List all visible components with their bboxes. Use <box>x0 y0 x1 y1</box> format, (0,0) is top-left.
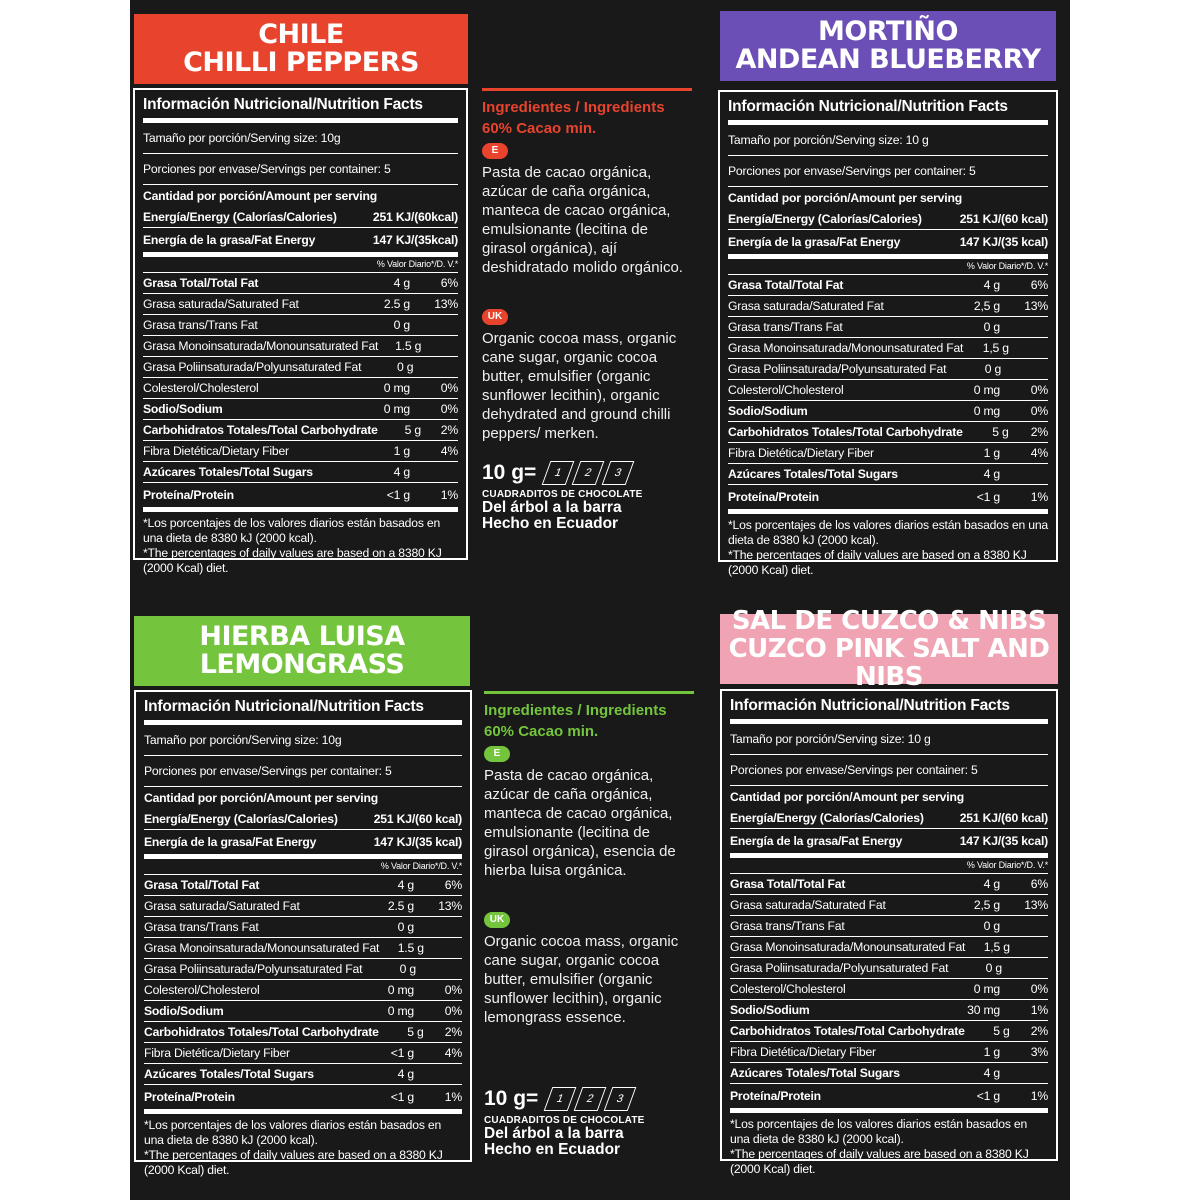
servings-label: Porciones por envase/Servings per container: <box>143 162 381 176</box>
nutrient-amount: 1 g <box>983 1045 1000 1059</box>
energy-value: 251 KJ/(60 kcal) <box>959 212 1048 226</box>
nutrient-amount: 0 mg <box>387 1004 414 1018</box>
nutrient-dv: 2% <box>444 1025 462 1039</box>
ingredients-chile <box>482 88 692 532</box>
nutrient-row <box>144 875 462 896</box>
nutrient-row <box>728 317 1048 338</box>
dv-header: % Valor Diario*/D. V.* <box>730 858 1048 874</box>
fat-energy-row <box>728 230 1048 259</box>
nutrient-dv: 0% <box>440 381 458 395</box>
chocolate-square-icon: 2 <box>572 461 605 485</box>
nutrient-amount: 0 g <box>984 362 1002 376</box>
fat-energy-label: Energía de la grasa/Fat Energy <box>143 233 316 247</box>
footnote <box>728 514 1048 578</box>
nutrient-row <box>730 1084 1048 1113</box>
nutrient-amount: 4 g <box>393 465 410 479</box>
fat-energy-row <box>730 829 1048 858</box>
nutrient-label: Grasa saturada/Saturated Fat <box>728 299 884 313</box>
nutrient-label: Sodio/Sodium <box>728 404 808 418</box>
banner-hierba-es: HIERBA LUISA <box>199 621 405 652</box>
nutrient-dv <box>1000 317 1048 337</box>
energy-value: 251 KJ/(60 kcal) <box>373 812 462 826</box>
footnote <box>143 512 458 576</box>
nutrient-row <box>143 315 458 336</box>
banner-chile-es: CHILE <box>258 19 344 50</box>
nutrient-label: Proteína/Protein <box>143 488 234 502</box>
nutrient-amount: 0 g <box>393 318 410 332</box>
nutrient-amount: 4 g <box>983 1066 1000 1080</box>
ingredients-text-en: Organic cocoa mass, organic cane sugar, organic cocoa butter, emulsifier (organic sunflower lecithin), organic dehydrated and ground chilli peppers/ merken. <box>482 330 677 442</box>
chocolate-square-icon: 3 <box>602 461 635 485</box>
nutrient-label: Azúcares Totales/Total Sugars <box>730 1066 900 1080</box>
nutrient-dv: 13% <box>1024 299 1048 313</box>
servings-value: 5 <box>384 764 392 778</box>
nutrient-amount: 5 g <box>993 1024 1010 1038</box>
nutrient-dv: 1% <box>1030 1089 1048 1103</box>
nutrient-label: Carbohidratos Totales/Total Carbohydrate <box>728 425 963 439</box>
nutrient-dv <box>424 938 462 958</box>
fat-energy-label: Energía de la grasa/Fat Energy <box>144 835 317 849</box>
nutrient-dv: 6% <box>1030 278 1048 292</box>
energy-label: Energía/Energy (Calorías/Calories) <box>730 811 924 825</box>
nutrient-dv <box>1000 1063 1048 1083</box>
nutrient-dv: 0% <box>440 402 458 416</box>
chocolate-square-icon: 3 <box>604 1087 637 1111</box>
serving-size-value: 10 g <box>907 732 931 746</box>
nutrient-amount: 2.5 g <box>383 297 410 311</box>
nutrient-dv: 3% <box>1030 1045 1048 1059</box>
spacer <box>482 277 692 305</box>
nutrient-amount: 0 mg <box>973 404 1000 418</box>
nutrient-label: Carbohidratos Totales/Total Carbohydrate <box>143 423 378 437</box>
nutrient-label: Azúcares Totales/Total Sugars <box>143 465 313 479</box>
banner-chile <box>134 14 468 84</box>
nutrient-label: Grasa trans/Trans Fat <box>144 920 259 934</box>
servings-label: Porciones por envase/Servings per container: <box>728 164 966 178</box>
nutrient-row <box>730 1063 1048 1084</box>
ten-grams: 10 g= <box>484 1087 539 1110</box>
banner-hierba-en: LEMONGRASS <box>199 649 405 680</box>
nutrient-row <box>144 1022 462 1043</box>
nutrient-amount: 30 mg <box>967 1003 1000 1017</box>
nutrient-dv: 6% <box>440 276 458 290</box>
servings-per-container <box>728 156 1048 187</box>
nutrient-label: Grasa Poliinsaturada/Polyunsaturated Fat <box>143 360 362 374</box>
nutrient-row <box>730 895 1048 916</box>
nutrient-dv: 1% <box>444 1090 462 1104</box>
nutrient-amount: 4 g <box>983 467 1000 481</box>
nutrient-label: Grasa trans/Trans Fat <box>728 320 843 334</box>
nutrient-row <box>730 937 1048 958</box>
nutrient-label: Fibra Dietética/Dietary Fiber <box>728 446 874 460</box>
dv-header: % Valor Diario*/D. V.* <box>143 257 458 273</box>
nutrient-row <box>144 917 462 938</box>
nutrient-amount: <1 g <box>390 1046 414 1060</box>
nutrient-row <box>143 336 458 357</box>
nutrient-row <box>144 959 462 980</box>
serving-size-label: Tamaño por porción/Serving size: <box>144 733 319 747</box>
serving-size-value: 10 g <box>905 133 929 147</box>
nutrient-row <box>143 294 458 315</box>
serving-squares <box>484 1087 694 1111</box>
amount-per-serving: Cantidad por porción/Amount per serving <box>728 191 962 205</box>
nutrient-label: Fibra Dietética/Dietary Fiber <box>144 1046 290 1060</box>
nf-title: Información Nutricional/Nutrition Facts <box>730 695 1048 724</box>
nutrient-amount: 4 g <box>397 1067 414 1081</box>
nutrient-amount: 1,5 g <box>983 940 1010 954</box>
fat-energy-row <box>144 830 462 859</box>
ingredients-heading: Ingredientes / Ingredients <box>484 702 667 719</box>
nutrient-row <box>728 443 1048 464</box>
footnote-es: *Los porcentajes de los valores diarios están basados en una dieta de 8380 kJ (2000 kcal). <box>144 1118 442 1147</box>
nutrient-label: Azúcares Totales/Total Sugars <box>728 467 898 481</box>
servings-per-container <box>730 755 1048 786</box>
nutrient-amount: 0 mg <box>383 381 410 395</box>
nutrient-dv: 0% <box>444 983 462 997</box>
nutrient-row <box>728 359 1048 380</box>
servings-value: 5 <box>968 164 976 178</box>
nutrient-label: Grasa saturada/Saturated Fat <box>143 297 299 311</box>
nutrition-facts-sal <box>720 689 1058 1176</box>
nutrient-label: Grasa Total/Total Fat <box>143 276 259 290</box>
ingredients-rule <box>484 691 694 694</box>
nutrient-dv <box>1010 937 1048 957</box>
nutrient-label: Carbohidratos Totales/Total Carbohydrate <box>730 1024 965 1038</box>
nutrient-row <box>143 462 458 483</box>
nutrient-label: Sodio/Sodium <box>730 1003 810 1017</box>
nutrient-label: Grasa Poliinsaturada/Polyunsaturated Fat <box>730 961 949 975</box>
nutrient-row <box>728 296 1048 317</box>
nutrient-dv: 13% <box>438 899 462 913</box>
serving-size-label: Tamaño por porción/Serving size: <box>728 133 903 147</box>
nutrient-row <box>730 958 1048 979</box>
energy-row <box>144 809 462 830</box>
nutrient-dv: 6% <box>444 878 462 892</box>
nutrient-dv <box>1000 916 1048 936</box>
nutrient-amount: <1 g <box>976 1089 1000 1103</box>
nutrient-row <box>143 378 458 399</box>
footnote-es: *Los porcentajes de los valores diarios están basados en una dieta de 8380 kJ (2000 kcal). <box>728 518 1048 547</box>
cuadraditos-label: CUADRADITOS DE CHOCOLATE <box>484 1115 645 1126</box>
nutrient-amount: 2,5 g <box>973 299 1000 313</box>
nutrient-row <box>144 980 462 1001</box>
nutrient-amount: 4 g <box>397 878 414 892</box>
nutrient-row <box>143 483 458 512</box>
nutrient-row <box>730 1042 1048 1063</box>
nutrient-row <box>144 938 462 959</box>
nutrient-amount: 0 g <box>397 920 414 934</box>
banner-mortino-en: ANDEAN BLUEBERRY <box>735 44 1041 75</box>
nutrient-amount: <1 g <box>976 490 1000 504</box>
nutrient-dv: 4% <box>444 1046 462 1060</box>
nutrient-amount: 5 g <box>407 1025 424 1039</box>
nutrient-label: Fibra Dietética/Dietary Fiber <box>143 444 289 458</box>
energy-value: 251 KJ/(60 kcal) <box>959 811 1048 825</box>
ingredients-text-es: Pasta de cacao orgánica, azúcar de caña orgánica, manteca de cacao orgánica, emulsionante (lecitina de girasol orgánica), ají deshidratado molido orgánico. <box>482 164 683 276</box>
nutrient-amount: 0 g <box>983 320 1000 334</box>
nutrient-label: Sodio/Sodium <box>144 1004 224 1018</box>
banner-hierba <box>134 616 470 686</box>
nutrient-row <box>730 874 1048 895</box>
energy-row <box>728 209 1048 230</box>
banner-chile-en: CHILLI PEPPERS <box>183 47 419 78</box>
nutrient-dv <box>1001 359 1048 379</box>
nf-title: Información Nutricional/Nutrition Facts <box>143 94 458 123</box>
nutrient-amount: 1 g <box>393 444 410 458</box>
nutrient-dv <box>410 315 458 335</box>
nutrient-amount: 1,5 g <box>982 341 1009 355</box>
nutrient-label: Proteína/Protein <box>730 1089 821 1103</box>
nutrition-facts-mortino <box>718 90 1058 577</box>
nutrient-label: Grasa Total/Total Fat <box>144 878 260 892</box>
fat-energy-label: Energía de la grasa/Fat Energy <box>728 235 901 249</box>
nutrient-label: Grasa Monoinsaturada/Monounsaturated Fat <box>730 940 966 954</box>
nutrient-amount: <1 g <box>386 488 410 502</box>
fat-energy-value: 147 KJ/(35 kcal) <box>959 235 1048 249</box>
servings-per-container <box>144 756 462 787</box>
tree-to-bar: Del árbol a la barra <box>482 499 622 516</box>
fat-energy-row <box>143 228 458 257</box>
servings-per-container <box>143 154 458 185</box>
nutrient-dv: 2% <box>1030 425 1048 439</box>
servings-value: 5 <box>970 763 978 777</box>
nutrient-dv: 0% <box>1030 383 1048 397</box>
nutrient-dv: 6% <box>1030 877 1048 891</box>
nutrient-label: Colesterol/Cholesterol <box>143 381 259 395</box>
nutrient-label: Azúcares Totales/Total Sugars <box>144 1067 314 1081</box>
chocolate-square-icon: 2 <box>574 1087 607 1111</box>
nutrient-label: Colesterol/Cholesterol <box>730 982 846 996</box>
dv-header: % Valor Diario*/D. V.* <box>728 259 1048 275</box>
nutrient-row <box>728 338 1048 359</box>
nutrient-row <box>730 916 1048 937</box>
footnote-en: *The percentages of daily values are based on a 8380 KJ (2000 Kcal) diet. <box>143 546 442 575</box>
serving-size <box>730 724 1048 755</box>
ingredients-text-en: Organic cocoa mass, organic cane sugar, organic cocoa butter, emulsifier (organic sunflower lecithin), organic lemongrass essence. <box>484 933 679 1026</box>
banner-mortino-es: MORTIÑO <box>818 16 958 47</box>
nutrient-amount: <1 g <box>390 1090 414 1104</box>
nutrient-label: Sodio/Sodium <box>143 402 223 416</box>
nutrient-amount: 1.5 g <box>395 339 422 353</box>
nutrient-row <box>728 464 1048 485</box>
nutrient-label: Grasa trans/Trans Fat <box>730 919 845 933</box>
energy-label: Energía/Energy (Calorías/Calories) <box>143 210 337 224</box>
nutrient-label: Carbohidratos Totales/Total Carbohydrate <box>144 1025 379 1039</box>
energy-label: Energía/Energy (Calorías/Calories) <box>144 812 338 826</box>
nutrition-facts-chile <box>133 88 468 575</box>
nutrient-label: Grasa Monoinsaturada/Monounsaturated Fat <box>143 339 379 353</box>
nutrient-row <box>143 441 458 462</box>
nutrient-amount: 5 g <box>404 423 421 437</box>
ingredients-heading: Ingredientes / Ingredients <box>482 99 665 116</box>
serving-size-label: Tamaño por porción/Serving size: <box>143 131 318 145</box>
nutrient-amount: 1 g <box>983 446 1000 460</box>
nutrient-label: Grasa saturada/Saturated Fat <box>730 898 886 912</box>
nutrient-amount: 1.5 g <box>397 941 424 955</box>
uk-flag-badge: UK <box>484 912 510 928</box>
fat-energy-label: Energía de la grasa/Fat Energy <box>730 834 903 848</box>
energy-row <box>730 808 1048 829</box>
footnote <box>730 1113 1048 1177</box>
nutrient-dv <box>421 336 458 356</box>
nutrient-row <box>730 979 1048 1000</box>
footnote-es: *Los porcentajes de los valores diarios están basados en una dieta de 8380 kJ (2000 kcal). <box>143 516 441 545</box>
ten-grams: 10 g= <box>482 461 537 484</box>
fat-energy-value: 147 KJ/(35kcal) <box>372 233 458 247</box>
nutrient-dv <box>1000 464 1048 484</box>
nutrient-label: Proteína/Protein <box>728 490 819 504</box>
nutrient-row <box>144 1043 462 1064</box>
nutrition-facts-hierba <box>134 690 472 1177</box>
nutrient-label: Grasa Poliinsaturada/Polyunsaturated Fat <box>728 362 947 376</box>
ingredients-text-es: Pasta de cacao orgánica, azúcar de caña orgánica, manteca de cacao orgánica, emulsionante (lecitina de girasol orgánica), esencia de hierba luisa orgánica. <box>484 767 676 879</box>
made-in-ecuador: Hecho en Ecuador <box>482 515 619 532</box>
nutrient-amount: 2.5 g <box>387 899 414 913</box>
nutrient-row <box>728 422 1048 443</box>
nutrient-label: Grasa Poliinsaturada/Polyunsaturated Fat <box>144 962 363 976</box>
cacao-min: 60% Cacao min. <box>482 120 597 137</box>
nutrient-dv <box>413 357 458 377</box>
footnote-en: *The percentages of daily values are based on a 8380 KJ (2000 Kcal) diet. <box>728 548 1027 577</box>
nutrient-dv: 4% <box>440 444 458 458</box>
nutrient-amount: 4 g <box>393 276 410 290</box>
tree-to-bar: Del árbol a la barra <box>484 1125 624 1142</box>
nutrient-row <box>728 275 1048 296</box>
chocolate-square-icon: 1 <box>544 1087 577 1111</box>
nutrient-amount: 0 mg <box>973 982 1000 996</box>
spacer <box>484 880 694 908</box>
nutrient-row <box>728 380 1048 401</box>
nutrient-dv <box>410 462 458 482</box>
energy-label: Energía/Energy (Calorías/Calories) <box>728 212 922 226</box>
fat-energy-value: 147 KJ/(35 kcal) <box>373 835 462 849</box>
nutrient-amount: 2,5 g <box>973 898 1000 912</box>
nutrient-row <box>143 273 458 294</box>
nutrient-dv: 2% <box>1030 1024 1048 1038</box>
serving-size <box>143 123 458 154</box>
nutrient-amount: 0 g <box>985 961 1002 975</box>
nutrient-amount: 0 g <box>397 360 414 374</box>
amount-per-serving: Cantidad por porción/Amount per serving <box>143 189 377 203</box>
nutrient-dv <box>414 917 462 937</box>
nutrient-dv <box>414 1064 462 1084</box>
footnote-es: *Los porcentajes de los valores diarios están basados en una dieta de 8380 kJ (2000 kcal). <box>730 1117 1028 1146</box>
nutrient-label: Grasa Total/Total Fat <box>728 278 844 292</box>
ingredients-rule <box>482 88 692 91</box>
nutrient-amount: 4 g <box>983 877 1000 891</box>
nutrient-label: Grasa Monoinsaturada/Monounsaturated Fat <box>728 341 964 355</box>
nutrient-dv: 13% <box>434 297 458 311</box>
nutrient-row <box>728 401 1048 422</box>
banner-mortino <box>720 11 1056 81</box>
nutrient-label: Grasa Monoinsaturada/Monounsaturated Fat <box>144 941 380 955</box>
nutrient-row <box>143 420 458 441</box>
nutrient-dv <box>416 959 462 979</box>
spanish-flag-badge: E <box>482 143 508 159</box>
nutrient-row <box>143 357 458 378</box>
nutrient-label: Colesterol/Cholesterol <box>728 383 844 397</box>
nutrient-label: Grasa saturada/Saturated Fat <box>144 899 300 913</box>
made-in-ecuador: Hecho en Ecuador <box>484 1141 621 1158</box>
nutrient-row <box>144 1085 462 1114</box>
nutrient-label: Colesterol/Cholesterol <box>144 983 260 997</box>
footnote-en: *The percentages of daily values are based on a 8380 KJ (2000 Kcal) diet. <box>730 1147 1029 1176</box>
dv-header: % Valor Diario*/D. V.* <box>144 859 462 875</box>
serving-size-value: 10g <box>320 131 341 145</box>
nutrient-dv: 0% <box>444 1004 462 1018</box>
uk-flag-badge: UK <box>482 309 508 325</box>
banner-sal-es: SAL DE CUZCO & NIBS <box>731 606 1047 636</box>
ingredients-hierba <box>484 691 694 1158</box>
nutrient-row <box>144 1064 462 1085</box>
footnote <box>144 1114 462 1178</box>
cuadraditos-label: CUADRADITOS DE CHOCOLATE <box>482 489 643 500</box>
nutrient-dv: 1% <box>1030 1003 1048 1017</box>
nutrient-row <box>730 1000 1048 1021</box>
serving-size-label: Tamaño por porción/Serving size: <box>730 732 905 746</box>
servings-value: 5 <box>383 162 391 176</box>
nutrient-amount: 5 g <box>992 425 1009 439</box>
nutrient-dv <box>1002 958 1048 978</box>
nutrient-row <box>143 399 458 420</box>
servings-label: Porciones por envase/Servings per container: <box>144 764 382 778</box>
banner-sal <box>720 606 1058 692</box>
nutrient-amount: 0 g <box>399 962 416 976</box>
chocolate-square-icon: 1 <box>542 461 575 485</box>
serving-size <box>144 725 462 756</box>
package-panel <box>130 0 1070 1200</box>
fat-energy-value: 147 KJ/(35 kcal) <box>959 834 1048 848</box>
nutrient-label: Grasa Total/Total Fat <box>730 877 846 891</box>
nutrient-row <box>144 896 462 917</box>
serving-size-value: 10g <box>321 733 342 747</box>
nf-title: Información Nutricional/Nutrition Facts <box>144 696 462 725</box>
nutrient-amount: 4 g <box>983 278 1000 292</box>
spanish-flag-badge: E <box>484 746 510 762</box>
nutrient-amount: 0 mg <box>973 383 1000 397</box>
nutrient-amount: 0 mg <box>383 402 410 416</box>
nutrient-dv: 0% <box>1030 404 1048 418</box>
nutrient-row <box>728 485 1048 514</box>
nutrient-amount: 0 mg <box>387 983 414 997</box>
nutrient-label: Proteína/Protein <box>144 1090 235 1104</box>
energy-value: 251 KJ/(60kcal) <box>372 210 458 224</box>
nutrient-row <box>144 1001 462 1022</box>
amount-per-serving: Cantidad por porción/Amount per serving <box>730 790 964 804</box>
nutrient-amount: 0 g <box>983 919 1000 933</box>
banner-sal-en: CUZCO PINK SALT AND NIBS <box>728 634 1050 692</box>
energy-row <box>143 207 458 228</box>
nutrient-row <box>730 1021 1048 1042</box>
nutrient-dv: 2% <box>440 423 458 437</box>
nutrient-dv: 0% <box>1030 982 1048 996</box>
nutrient-dv: 1% <box>1030 490 1048 504</box>
amount-per-serving: Cantidad por porción/Amount per serving <box>144 791 378 805</box>
nutrient-dv: 1% <box>440 488 458 502</box>
nutrient-dv <box>1009 338 1048 358</box>
footnote-en: *The percentages of daily values are based on a 8380 KJ (2000 Kcal) diet. <box>144 1148 443 1177</box>
nutrient-dv: 13% <box>1024 898 1048 912</box>
nutrient-label: Fibra Dietética/Dietary Fiber <box>730 1045 876 1059</box>
nutrient-dv: 4% <box>1030 446 1048 460</box>
serving-size <box>728 125 1048 156</box>
servings-label: Porciones por envase/Servings per container: <box>730 763 968 777</box>
cacao-min: 60% Cacao min. <box>484 723 599 740</box>
serving-squares <box>482 461 692 485</box>
nutrient-label: Grasa trans/Trans Fat <box>143 318 258 332</box>
nf-title: Información Nutricional/Nutrition Facts <box>728 96 1048 125</box>
